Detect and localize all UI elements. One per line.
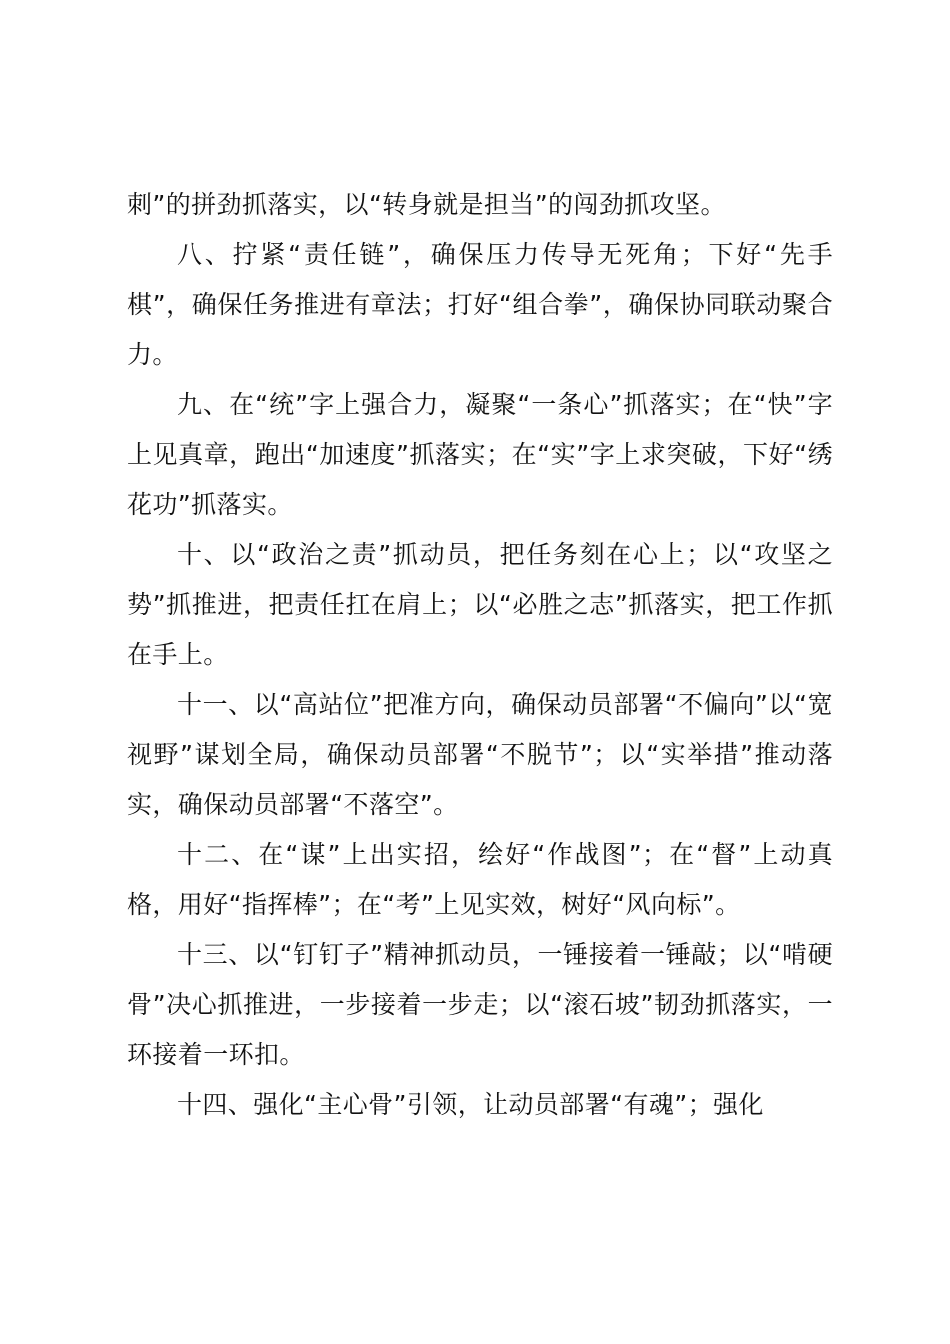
paragraph-item-13: 十三、以“钉钉子”精神抓动员，一锤接着一锤敲；以“啃硬骨”决心抓推进，一步接着一步走；以“滚石坡”韧劲抓落实，一环接着一环扣。 (127, 940, 833, 1069)
document-body (127, 180, 833, 1130)
paragraph-item-10: 十、以“政治之责”抓动员，把任务刻在心上；以“攻坚之势”抓推进，把责任扛在肩上；以“必胜之志”抓落实，把工作抓在手上。 (127, 540, 833, 669)
paragraph-item-11: 十一、以“高站位”把准方向，确保动员部署“不偏向”以“宽视野”谋划全局，确保动员部署“不脱节”；以“实举措”推动落实，确保动员部署“不落空”。 (127, 690, 833, 819)
paragraph-continuation: 刺”的拼劲抓落实，以“转身就是担当”的闯劲抓攻坚。 (127, 190, 726, 219)
paragraph-item-12: 十二、在“谋”上出实招，绘好“作战图”；在“督”上动真格，用好“指挥棒”；在“考”上见实效，树好“风向标”。 (127, 840, 833, 919)
paragraph-item-8: 八、拧紧“责任链”，确保压力传导无死角；下好“先手棋”，确保任务推进有章法；打好“组合拳”，确保协同联动聚合力。 (127, 240, 833, 369)
paragraph-item-9: 九、在“统”字上强合力，凝聚“一条心”抓落实；在“快”字上见真章，跑出“加速度”抓落实；在“实”字上求突破，下好“绣花功”抓落实。 (127, 390, 833, 519)
paragraph-item-14: 十四、强化“主心骨”引领，让动员部署“有魂”；强化 (177, 1090, 764, 1119)
